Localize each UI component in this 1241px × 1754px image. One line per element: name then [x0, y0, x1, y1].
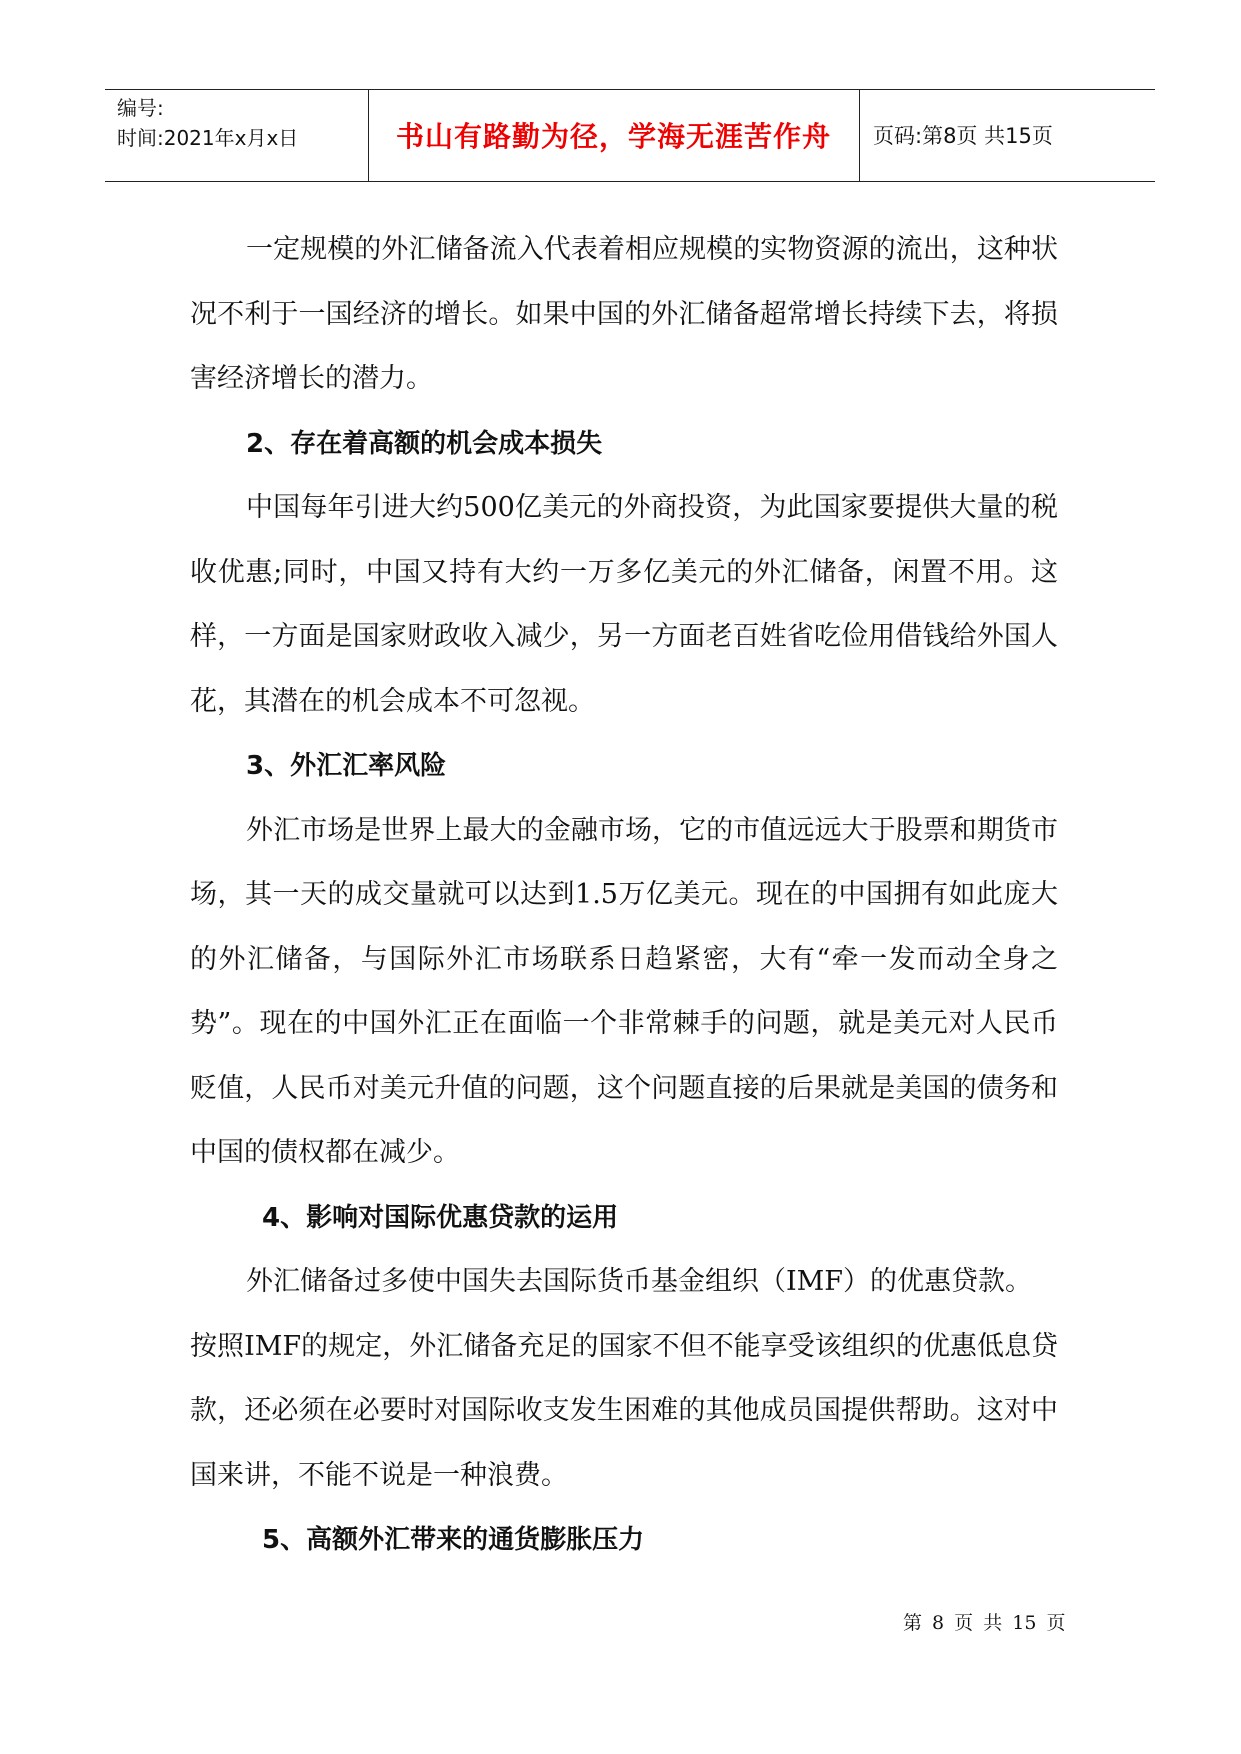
header-meta	[117, 93, 298, 153]
paragraph: 外汇储备过多使中国失去国际货币基金组织（IMF）的优惠贷款。	[246, 1266, 1033, 1297]
section-heading: 4、影响对国际优惠贷款的运用	[262, 1202, 619, 1233]
header-divider	[859, 90, 860, 181]
header-motto: 书山有路勤为径，学海无涯苦作舟	[395, 120, 831, 153]
number-label: 编号:	[117, 96, 164, 120]
paragraph: 按照IMF的规定，外汇储备充足的国家不但不能享受该组织的优惠低息贷款，还必须在必要时对国际收支发生困难的其他成员国提供帮助。这对中国来讲，不能不说是一种浪费。	[190, 1330, 1058, 1491]
page-header	[105, 89, 1155, 182]
time-label: 时间:2021年x月x日	[117, 126, 299, 150]
section-heading: 2、存在着高额的机会成本损失	[246, 428, 603, 459]
document-body	[190, 218, 1058, 1573]
section-heading: 3、外汇汇率风险	[246, 751, 447, 781]
section-heading: 5、高额外汇带来的通货膨胀压力	[262, 1525, 645, 1555]
paragraph: 一定规模的外汇储备流入代表着相应规模的实物资源的流出，这种状况不利于一国经济的增长。如果中国的外汇储备超常增长持续下去，将损害经济增长的潜力。	[190, 234, 1058, 394]
header-page-info: 页码:第8页 共15页	[873, 124, 1053, 148]
page-footer: 第 8 页 共 15 页	[903, 1612, 1066, 1634]
paragraph: 中国每年引进大约500亿美元的外商投资，为此国家要提供大量的税收优惠;同时，中国又持有大约一万多亿美元的外汇储备，闲置不用。这样，一方面是国家财政收入减少，另一方面老百姓省吃俭用借钱给外国人花，其潜在的机会成本不可忽视。	[190, 492, 1058, 717]
paragraph: 外汇市场是世界上最大的金融市场，它的市值远远大于股票和期货市场，其一天的成交量就可以达到1.5万亿美元。现在的中国拥有如此庞大的外汇储备，与国际外汇市场联系日趋紧密，大有“牵一发而动全身之势”。现在的中国外汇正在面临一个非常棘手的问题，就是美元对人民币贬值，人民币对美元升值的问题，这个问题直接的后果就是美国的债务和中国的债权都在减少。	[190, 814, 1058, 1168]
